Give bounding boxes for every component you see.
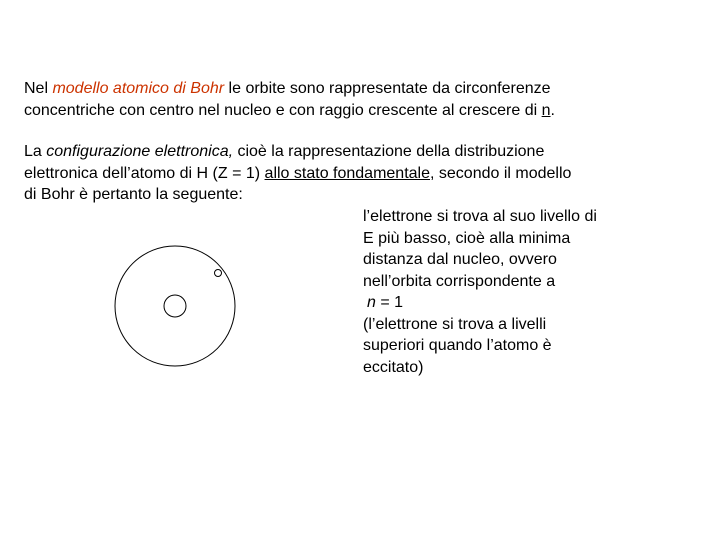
config-text-5: di Bohr è pertanto la seguente: xyxy=(24,186,243,203)
intro-text-3: concentriche con centro nel nucleo e con raggio crescente al crescere di xyxy=(24,101,542,119)
intro-text-2: le orbite sono rappresentate da circonferenze xyxy=(224,80,551,97)
orbit-ring xyxy=(115,246,235,366)
n-symbol: n xyxy=(367,294,376,311)
intro-text-1: Nel xyxy=(24,80,53,97)
side-line-2: E più basso, cioè alla minima xyxy=(363,229,571,247)
n-variable: n xyxy=(541,101,551,119)
side-line-3: distanza dal nucleo, ovvero xyxy=(363,251,557,268)
side-line-6: (l’elettrone si trova a livelli xyxy=(363,315,547,333)
config-text-2: cioè la rappresentazione della distribuzione xyxy=(233,143,545,160)
side-line-8: eccitato) xyxy=(363,358,424,376)
config-text-4: , secondo il modello xyxy=(430,164,572,182)
intro-paragraph xyxy=(24,78,555,121)
configuration-paragraph xyxy=(24,141,571,206)
side-line-1: l’elettrone si trova al suo livello di xyxy=(363,208,597,225)
bohr-atom-diagram xyxy=(100,238,250,378)
n-value: = 1 xyxy=(375,294,404,311)
intro-period: . xyxy=(550,101,555,119)
electron xyxy=(215,270,222,277)
electron-configuration-term: configurazione elettronica, xyxy=(46,143,234,160)
config-text-3: elettronica dell’atomo di H (Z = 1) xyxy=(24,164,265,182)
bohr-model-term: modello atomico di Bohr xyxy=(52,80,225,97)
side-line-4: nell’orbita corrispondente a xyxy=(363,272,556,290)
side-line-7: superiori quando l’atomo è xyxy=(363,337,552,354)
ground-state-explanation xyxy=(363,206,597,378)
config-text-1: La xyxy=(24,143,47,160)
ground-state-term: allo stato fondamentale xyxy=(264,164,430,182)
n-equals-one xyxy=(363,294,403,311)
nucleus xyxy=(164,295,186,317)
